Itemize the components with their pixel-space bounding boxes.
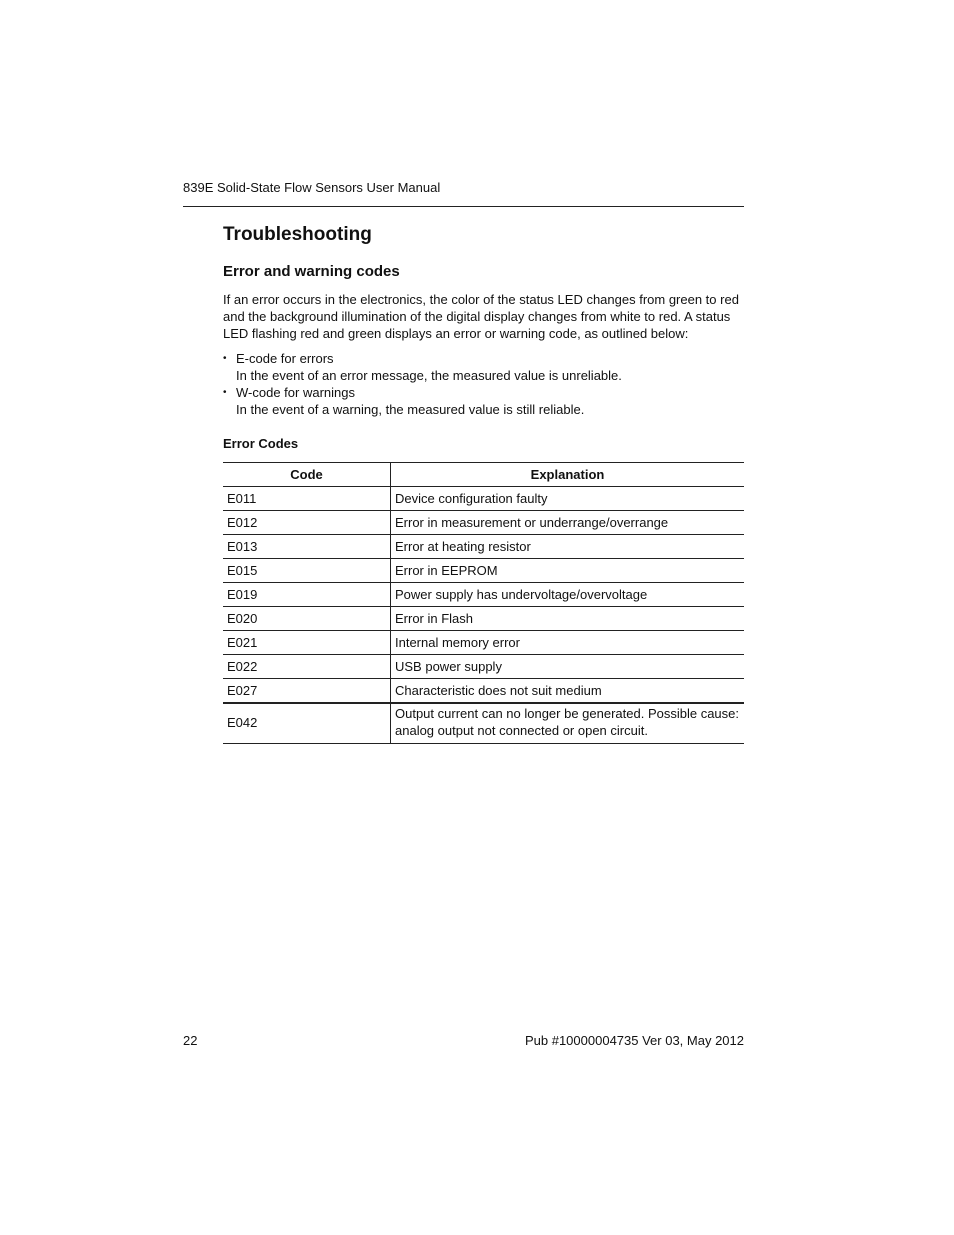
table-row	[223, 631, 744, 655]
error-code-cell: E021	[223, 631, 391, 655]
list-item-description: In the event of an error message, the measured value is unreliable.	[236, 368, 622, 383]
explanation-cell: USB power supply	[391, 655, 745, 679]
bullet-icon: •	[223, 387, 227, 398]
running-header: 839E Solid-State Flow Sensors User Manual	[183, 180, 441, 195]
list-item-term: W-code for warnings	[236, 385, 355, 400]
section-title: Troubleshooting	[223, 224, 372, 245]
column-header-code: Code	[223, 463, 391, 487]
code-type-list	[223, 350, 744, 418]
error-code-cell: E020	[223, 607, 391, 631]
table-row	[223, 535, 744, 559]
error-code-cell: E012	[223, 511, 391, 535]
table-row	[223, 487, 744, 511]
table-row	[223, 703, 744, 744]
error-code-cell: E019	[223, 583, 391, 607]
table-row	[223, 655, 744, 679]
table-caption: Error Codes	[223, 436, 299, 451]
list-item	[223, 350, 744, 384]
explanation-cell: Characteristic does not suit medium	[391, 679, 745, 704]
error-code-cell: E042	[223, 703, 391, 744]
explanation-cell: Output current can no longer be generated. Possible cause: analog output not connected or open circuit.	[391, 703, 745, 744]
explanation-cell: Internal memory error	[391, 631, 745, 655]
list-item-term: E-code for errors	[236, 351, 334, 366]
error-code-cell: E022	[223, 655, 391, 679]
main-content	[223, 222, 744, 744]
explanation-cell: Error in measurement or underrange/overrange	[391, 511, 745, 535]
column-header-explanation: Explanation	[391, 463, 745, 487]
publication-info: Pub #10000004735 Ver 03, May 2012	[524, 1033, 744, 1048]
error-code-cell: E027	[223, 679, 391, 704]
intro-paragraph: If an error occurs in the electronics, the color of the status LED changes from green to red and the background illumination of the digital display changes from white to red. A status LED flashing red and green displays an error or warning code, as outlined below:	[223, 292, 739, 341]
error-code-cell: E015	[223, 559, 391, 583]
table-row	[223, 679, 744, 704]
error-codes-table	[223, 462, 744, 744]
header-divider	[183, 206, 744, 207]
list-item-description: In the event of a warning, the measured value is still reliable.	[236, 402, 585, 417]
explanation-cell: Error in Flash	[391, 607, 745, 631]
explanation-cell: Error at heating resistor	[391, 535, 745, 559]
list-item	[223, 384, 744, 418]
table-header-row	[223, 463, 744, 487]
table-row	[223, 607, 744, 631]
table-row	[223, 559, 744, 583]
error-code-cell: E013	[223, 535, 391, 559]
bullet-icon: •	[223, 353, 227, 364]
table-row	[223, 583, 744, 607]
explanation-cell: Power supply has undervoltage/overvoltage	[391, 583, 745, 607]
table-row	[223, 511, 744, 535]
explanation-cell: Error in EEPROM	[391, 559, 745, 583]
subsection-title: Error and warning codes	[223, 263, 400, 280]
explanation-cell: Device configuration faulty	[391, 487, 745, 511]
error-code-cell: E011	[223, 487, 391, 511]
page-number: 22	[183, 1033, 198, 1048]
